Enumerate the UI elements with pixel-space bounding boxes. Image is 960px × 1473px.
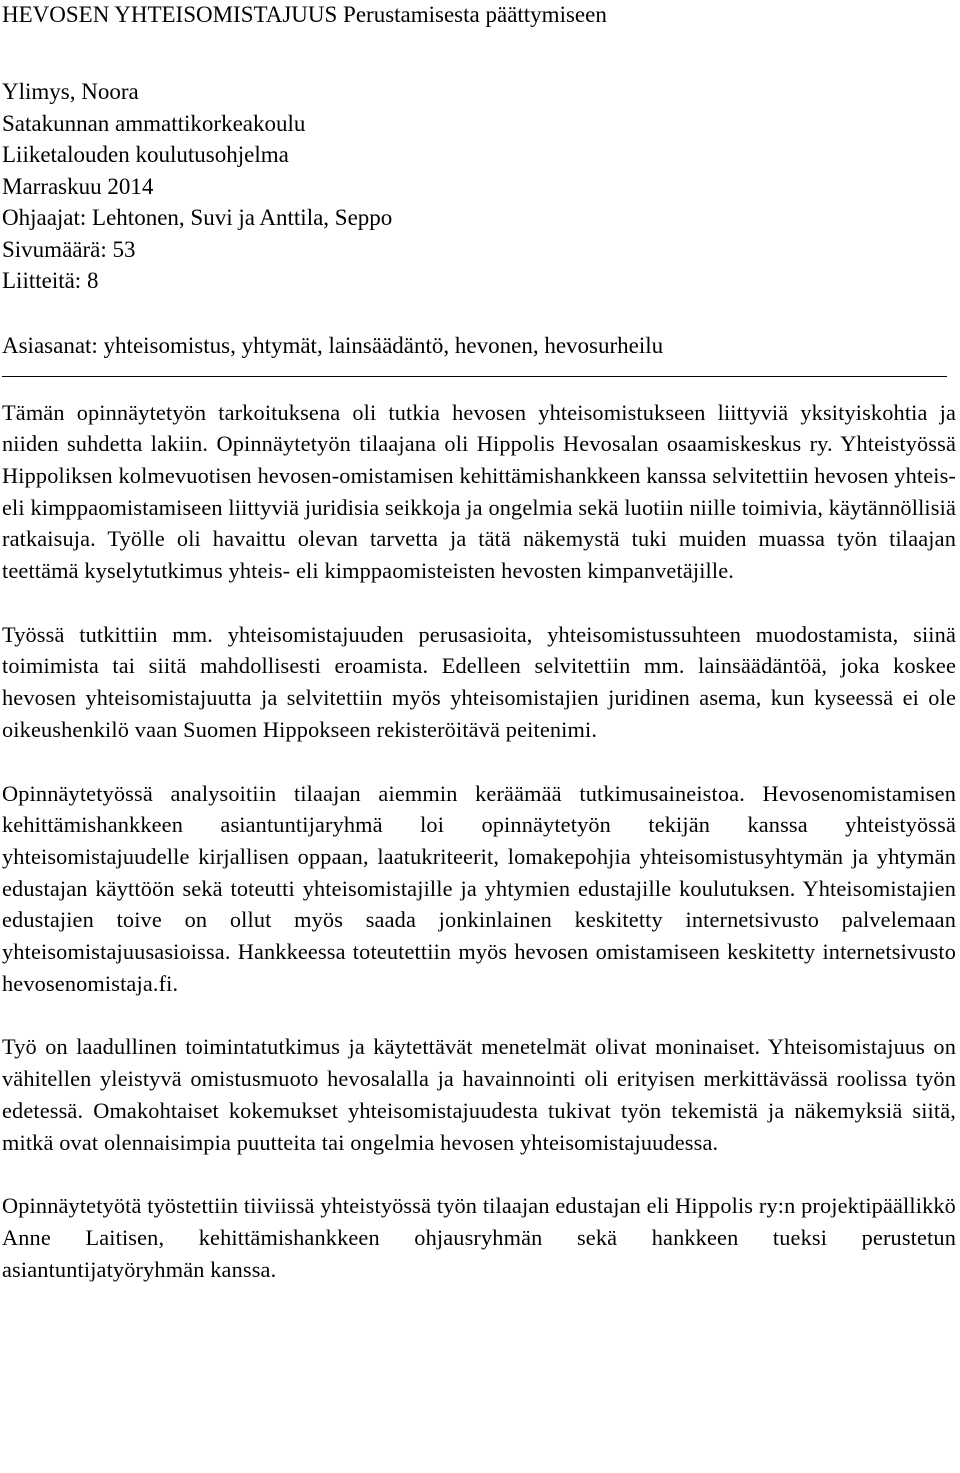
abstract-body — [2, 397, 956, 1286]
abstract-paragraph-3: Opinnäytetyössä analysoitiin tilaajan aiemmin keräämää tutkimusaineistoa. Hevosenomistamisen kehittämishankkeen asiantuntijaryhmä loi opinnäytetyön tekijän kanssa yhteistyössä yhteisomistajuudelle kirjallisen oppaan, laatukriteerit, lomakepohjia yhteisomistusyhtymän ja yhtymän edustajan käyttöön sekä toteutti yhteisomistajille ja yhtymien edustajille koulutuksen. Yhteisomistajien edustajien toive on ollut myös saada jonkinlainen keskitetty internetsivusto palvelemaan yhteisomistajuusasioissa. Hankkeessa toteutettiin myös hevosen omistamiseen keskitetty internetsivusto hevosenomistaja.fi. — [2, 780, 956, 996]
page-count-line: Sivumäärä: 53 — [2, 236, 136, 262]
thesis-metadata — [2, 76, 956, 297]
appendices-line: Liitteitä: 8 — [2, 268, 99, 293]
date-line: Marraskuu 2014 — [2, 173, 154, 199]
abstract-paragraph-2: Työssä tutkittiin mm. yhteisomistajuuden perusasioita, yhteisomistussuhteen muodostamista, siinä toimimista tai siitä mahdollisesti eroamista. Edelleen selvitettiin mm. lainsäädäntöä, joka koskee hevosen yhteisomistajuutta ja selvitettiin myös yhteisomistajien juridinen asema, kun kyseessä ei ole oikeushenkilö vaan Suomen Hippokseen rekisteröitävä peitenimi. — [2, 621, 956, 742]
keywords-line: Asiasanat: yhteisomistus, yhtymät, lainsäädäntö, hevonen, hevosurheilu — [2, 332, 664, 358]
abstract-paragraph-1: Tämän opinnäytetyön tarkoituksena oli tutkia hevosen yhteisomistukseen liittyviä yksityiskohtia ja niiden suhdetta lakiin. Opinnäytetyön tilaajana oli Hippolis Hevosalan osaamiskeskus ry. Yhteistyössä Hippoliksen kolmevuotisen hevosen-omistamisen kehittämishankkeen kanssa selvitettiin hevosen yhteis- eli kimppaomistamiseen liittyviä juridisia seikkoja ja ongelmia sekä luotiin niille toimivia, käytännöllisiä ratkaisuja. Työlle oli havaittu olevan tarvetta ja tätä näkemystä tuki muiden muassa työn tilaajan teettämä kyselytutkimus yhteis- eli kimppaomisteisten hevosten kimpanvetäjille. — [2, 399, 956, 584]
supervisors-line: Ohjaajat: Lehtonen, Suvi ja Anttila, Seppo — [2, 205, 393, 230]
degree-programme-line: Liiketalouden koulutusohjelma — [2, 142, 289, 167]
horizontal-divider — [2, 376, 947, 377]
institution-line: Satakunnan ammattikorkeakoulu — [2, 110, 306, 136]
author-line: Ylimys, Noora — [2, 79, 139, 104]
abstract-paragraph-5: Opinnäytetyötä työstettiin tiiviissä yhteistyössä työn tilaajan edustajan eli Hippolis ry:n projektipäällikkö Anne Laitisen, kehittämishankkeen ohjausryhmän sekä hankkeen tueksi perustetun asiantuntijatyöryhmän kanssa. — [2, 1193, 956, 1282]
abstract-paragraph-4: Työ on laadullinen toimintatutkimus ja käytettävät menetelmät olivat moninaiset. Yhteisomistajuus on vähitellen yleistyvä omistusmuoto hevosalalla ja havainnointi oli erityisen merkittävässä roolissa työn edetessä. Omakohtaiset kokemukset yhteisomistajuudesta tukivat työn tekemistä ja näkemyksiä siitä, mitkä ovat olennaisimpia puutteita tai ongelmia hevosen yhteisomistajuudessa. — [2, 1034, 956, 1155]
document-title: HEVOSEN YHTEISOMISTAJUUS Perustamisesta päättymiseen — [2, 2, 607, 27]
